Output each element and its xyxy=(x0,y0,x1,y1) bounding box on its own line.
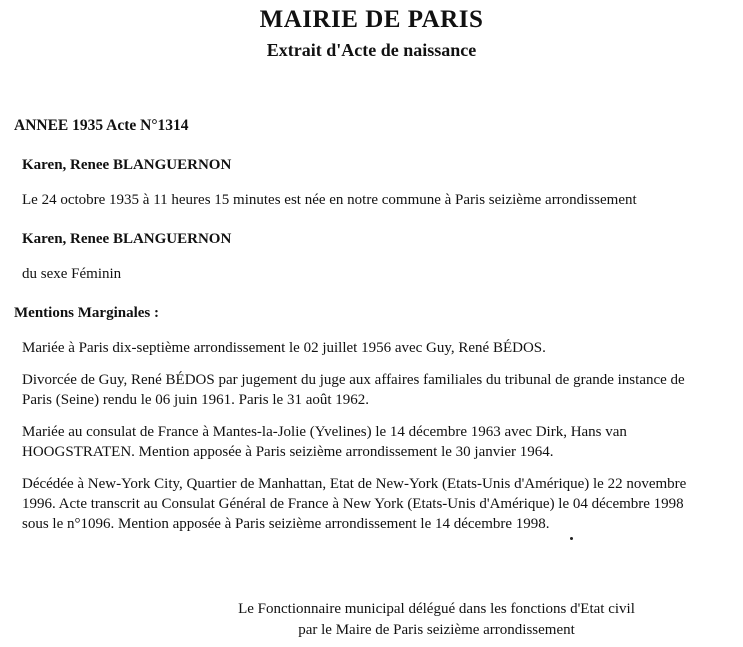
mention-item: Mariée au consulat de France à Mantes-la-Jolie (Yvelines) le 14 décembre 1963 avec Dirk, Hans van HOOGSTRATEN. Mention apposée à Paris seizième arrondissement le 30 janvier 1964. xyxy=(22,424,627,460)
footer-line-2: par le Maire de Paris seizième arrondissement xyxy=(298,622,575,638)
document-page xyxy=(0,4,743,647)
birth-statement: Le 24 octobre 1935 à 11 heures 15 minutes est née en notre commune à Paris seizième arrondissement xyxy=(22,192,637,208)
person-name-secondary: Karen, Renee BLANGUERNON xyxy=(22,231,232,247)
mentions-heading: Mentions Marginales : xyxy=(14,305,159,321)
spacer xyxy=(12,174,731,192)
spacer xyxy=(12,410,731,422)
spacer xyxy=(12,248,731,266)
ink-mark xyxy=(570,537,573,540)
spacer xyxy=(12,61,731,117)
mention-item: Mariée à Paris dix-septième arrondissement le 02 juillet 1956 avec Guy, René BÉDOS. xyxy=(22,340,546,356)
spacer xyxy=(12,322,731,338)
person-name-primary: Karen, Renee BLANGUERNON xyxy=(22,157,232,173)
footer-line-1: Le Fonctionnaire municipal délégué dans les fonctions d'Etat civil xyxy=(238,601,635,617)
spacer xyxy=(12,209,731,231)
spacer xyxy=(12,283,731,305)
page-title: MAIRIE DE PARIS xyxy=(259,6,484,33)
footer-signature-block xyxy=(0,599,743,641)
spacer xyxy=(12,358,731,370)
spacer xyxy=(12,135,731,157)
act-reference: ANNEE 1935 Acte N°1314 xyxy=(14,117,189,134)
page-subtitle: Extrait d'Acte de naissance xyxy=(266,40,477,60)
mention-item: Décédée à New-York City, Quartier de Manhattan, Etat de New-York (Etats-Unis d'Amérique) le 22 novembre 1996. Acte transcrit au Consulat Général de France à New York (Etats-Unis d'Amérique) le 04 décembre 1998 sous le n°1096. Mention apposée à Paris seizième arrondissement le 14 décembre 1998. xyxy=(22,476,687,532)
mention-item: Divorcée de Guy, René BÉDOS par jugement du juge aux affaires familiales du tribunal de grande instance de Paris (Seine) rendu le 06 juin 1961. Paris le 31 août 1962. xyxy=(22,372,685,408)
spacer xyxy=(12,462,731,474)
sex-line: du sexe Féminin xyxy=(22,266,122,282)
